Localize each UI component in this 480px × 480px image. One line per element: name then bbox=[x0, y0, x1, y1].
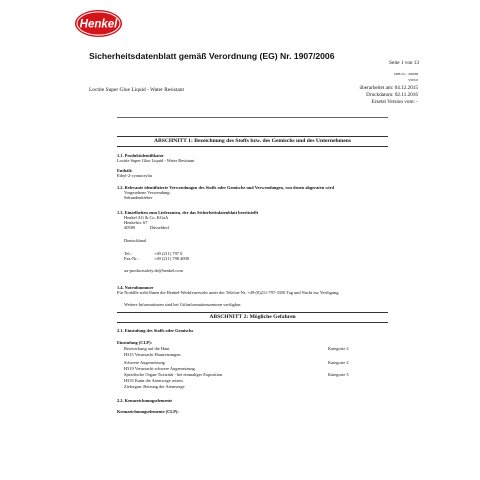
divider bbox=[117, 117, 388, 118]
revision-date: überarbeitet am: 04.12.2015 bbox=[359, 85, 418, 91]
emergency-more-info: Weitere Informationen sind bei Giftinformationszentren verfügbar. bbox=[124, 302, 242, 307]
company-street: Henkelstr. 67 bbox=[124, 220, 148, 225]
product-name: Loctite Super Glue Liquid - Water Resistant bbox=[89, 87, 184, 93]
intended-use-label: Vorgesehene Verwendung: bbox=[124, 190, 171, 195]
phone-number: +49 (211) 797 0 bbox=[154, 251, 183, 256]
product-identifier: Loctite Super Glue Liquid - Water Resistant bbox=[117, 158, 195, 163]
contact-email[interactable]: ua-productsafety.de@henkel.com bbox=[124, 268, 183, 273]
subsection-1-3-heading: 1.3. Einzelheiten zum Lieferanten, der das Sicherheitsdatenblatt bereitstellt bbox=[117, 210, 259, 215]
hazard-line: Reizwirkung auf die Haut bbox=[124, 346, 170, 351]
hazard-line: Zielorgan: Reizung der Atemwege bbox=[124, 384, 185, 389]
contains-substance: Ethyl-2-cyanacrylat bbox=[117, 173, 152, 178]
intended-use-value: Sekundenkleber bbox=[124, 195, 153, 200]
hazard-line: Spezifische Organ-Toxizität - bei einmaliger Exposition bbox=[124, 372, 223, 377]
document-title: Sicherheitsdatenblatt gemäß Verordnung (EG) Nr. 1907/2006 bbox=[89, 51, 335, 61]
section-1-heading: ABSCHNITT 1: Bezeichnung des Stoffs bzw. des Gemischs und des Unternehmens bbox=[117, 136, 388, 147]
subsection-1-1-heading: 1.1. Produktidentifikator bbox=[117, 153, 164, 158]
subsection-2-2-heading: 2.2. Kennzeichnungselemente bbox=[117, 398, 173, 403]
print-date: Druckdatum: 02.11.2016 bbox=[366, 92, 418, 98]
hazard-line: Schwere Augenreizung bbox=[124, 360, 165, 365]
section-2-heading: ABSCHNITT 2: Mögliche Gefahren bbox=[117, 312, 388, 323]
contains-heading: Enthält: bbox=[117, 168, 133, 173]
sds-number: SDB-Nr. : 430668 bbox=[393, 72, 418, 76]
hazard-line: H335 Kann die Atemwege reizen. bbox=[124, 378, 184, 383]
hazard-category: Kategorie 3 bbox=[328, 372, 349, 377]
henkel-logo bbox=[74, 9, 123, 38]
page-number: Seite 1 von 13 bbox=[389, 60, 419, 66]
fax-number: +49 (211) 798 4008 bbox=[154, 256, 189, 261]
hazard-category: Kategorie 2 bbox=[328, 360, 349, 365]
company-country: Deutschland bbox=[124, 238, 146, 243]
version-number: V003.0 bbox=[408, 78, 418, 82]
company-zip: 40589 bbox=[124, 225, 135, 230]
hazard-category: Kategorie 2 bbox=[328, 346, 349, 351]
emergency-text: Für Notfälle steht Ihnen die Henkel-Werkfeuerwehr unter der Telefon-Nr. +49-(0)211-797-3350 Tag und Nacht zur Verfügung. bbox=[117, 290, 340, 295]
logo-text: Henkel bbox=[79, 18, 118, 31]
clp-classification-heading: Einstufung (CLP): bbox=[117, 340, 153, 345]
subsection-1-4-heading: 1.4. Notrufnummer bbox=[117, 285, 154, 290]
company-city: Düsseldorf bbox=[150, 225, 170, 230]
fax-label: Fax-Nr.: bbox=[124, 256, 139, 261]
subsection-2-1-heading: 2.1. Einstufung des Stoffs oder Gemischs bbox=[117, 328, 194, 333]
company-name: Henkel AG & Co. KGaA bbox=[124, 215, 169, 220]
replaces-version: Ersetzt Version vom: - bbox=[371, 99, 418, 105]
hazard-line: H315 Verursacht Hautreizungen. bbox=[124, 352, 182, 357]
phone-label: Tel.: bbox=[124, 251, 132, 256]
subsection-1-2-heading: 1.2. Relevante identifizierte Verwendungen des Stoffs oder Gemische und Verwendungen, von denen abgeraten wird bbox=[117, 185, 335, 190]
labelling-elements-heading: Kennzeichnungselemente (CLP): bbox=[117, 409, 179, 414]
hazard-line: H319 Verursacht schwere Augenreizung. bbox=[124, 366, 196, 371]
